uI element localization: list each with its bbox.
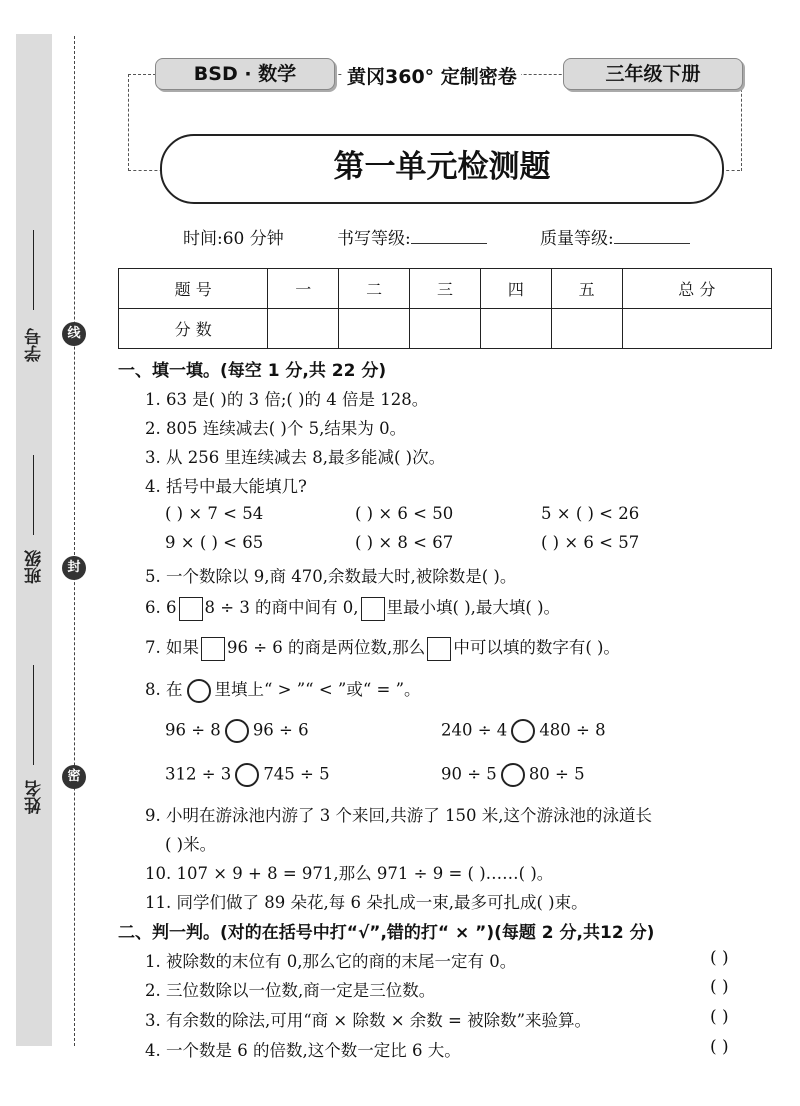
digit-box[interactable] (427, 637, 451, 661)
question-11: 11. 同学们做了 89 朵花,每 6 朵扎成一束,最多可扎成( )束。 (145, 893, 588, 912)
compare-circle[interactable] (235, 763, 259, 787)
q8-part-a: 8. 在 (145, 680, 183, 699)
judge-paren[interactable]: ( ) (710, 1007, 729, 1027)
quality-grade-blank[interactable] (614, 229, 690, 244)
section2-title: 二、判一判。(对的在括号中打“√”,错的打“ × ”)(每题 2 分,共12 分) (118, 923, 655, 943)
score-table-score-row (119, 309, 772, 349)
score-input-cell[interactable] (622, 309, 771, 349)
score-cell: 三 (410, 269, 481, 309)
quality-grade (540, 224, 690, 249)
judge-paren[interactable]: ( ) (710, 948, 729, 968)
writing-grade-blank[interactable] (411, 229, 487, 244)
q8-left: 96 ÷ 8 (165, 720, 221, 740)
judge-item: 2. 三位数除以一位数,商一定是三位数。 (145, 981, 436, 1000)
name-underline (33, 665, 34, 765)
digit-box[interactable] (179, 597, 203, 621)
q8-left: 312 ÷ 3 (165, 764, 232, 784)
q8-right: 96 ÷ 6 (252, 720, 309, 740)
q8-right: 745 ÷ 5 (263, 764, 330, 784)
score-input-cell[interactable] (480, 309, 551, 349)
compare-circle[interactable] (511, 719, 535, 743)
score-cell: 总 分 (622, 269, 771, 309)
q8-part-b: 里填上“ > ”“ < ”或“ = ”。 (214, 680, 421, 699)
cut-line (74, 36, 75, 1046)
judge-paren[interactable]: ( ) (710, 1037, 729, 1057)
score-cell: 四 (480, 269, 551, 309)
q8-right: 80 ÷ 5 (528, 764, 585, 784)
quality-grade-label: 质量等级: (540, 229, 614, 249)
question-9-line1: 9. 小明在游泳池内游了 3 个来回,共游了 150 米,这个游泳池的泳道长 (145, 806, 652, 825)
question-8 (145, 676, 421, 703)
writing-grade (337, 224, 487, 249)
seal-line-mark: 线 (62, 322, 86, 346)
q4-item: 5 × ( ) < 26 (541, 504, 640, 523)
question-7 (145, 634, 620, 661)
question-2: 2. 805 连续减去( )个 5,结果为 0。 (145, 419, 407, 438)
judge-item: 3. 有余数的除法,可用“商 × 除数 × 余数 = 被除数”来验算。 (145, 1011, 592, 1030)
q7-part-b: 96 ÷ 6 的商是两位数,那么 (227, 638, 426, 657)
score-input-cell[interactable] (551, 309, 622, 349)
judge-item: 1. 被除数的末位有 0,那么它的商的末尾一定有 0。 (145, 952, 517, 971)
score-table-header-row (119, 269, 772, 309)
binding-strip (16, 34, 52, 1046)
question-9-line2: ( )米。 (165, 835, 217, 854)
question-6 (145, 594, 560, 621)
compare-circle (187, 679, 211, 703)
score-cell: 题 号 (119, 269, 268, 309)
subject-pill: BSD · 数学 (155, 58, 335, 90)
class-label: 班级 (25, 550, 45, 584)
q4-item: ( ) × 6 < 57 (541, 533, 640, 552)
q4-item: 9 × ( ) < 65 (165, 533, 264, 552)
score-input-cell[interactable] (410, 309, 481, 349)
seal-secret-mark: 密 (62, 765, 86, 789)
brand-name: 黄冈360° 定制密卷 (343, 62, 521, 89)
grade-pill: 三年级下册 (563, 58, 743, 90)
score-cell: 五 (551, 269, 622, 309)
question-4: 4. 括号中最大能填几? (145, 477, 307, 496)
score-input-cell[interactable] (339, 309, 410, 349)
question-3: 3. 从 256 里连续减去 8,最多能减( )次。 (145, 448, 446, 467)
score-table (118, 268, 772, 349)
compare-circle[interactable] (225, 719, 249, 743)
q4-item: ( ) × 7 < 54 (165, 504, 264, 523)
q7-part-a: 7. 如果 (145, 638, 199, 657)
q8-right: 480 ÷ 8 (539, 720, 606, 740)
question-1: 1. 63 是( )的 3 倍;( )的 4 倍是 128。 (145, 390, 429, 409)
q8-left: 240 ÷ 4 (441, 720, 508, 740)
score-row-label: 分 数 (119, 309, 268, 349)
q6-part-a: 6. 6 (145, 598, 177, 617)
name-label: 姓名 (25, 780, 45, 814)
student-id-underline (33, 230, 34, 310)
score-cell: 二 (339, 269, 410, 309)
digit-box[interactable] (201, 637, 225, 661)
student-id-label: 学号 (25, 328, 45, 362)
score-input-cell[interactable] (268, 309, 339, 349)
score-cell: 一 (268, 269, 339, 309)
q8-left: 90 ÷ 5 (441, 764, 497, 784)
compare-circle[interactable] (501, 763, 525, 787)
q6-part-b: 8 ÷ 3 的商中间有 0, (204, 598, 359, 617)
seal-seal-mark: 封 (62, 556, 86, 580)
q8-item (165, 719, 309, 743)
judge-paren[interactable]: ( ) (710, 977, 729, 997)
q8-item (441, 763, 585, 787)
q7-part-c: 中可以填的数字有( )。 (453, 638, 620, 657)
page-title: 第一单元检测题 (160, 134, 724, 204)
digit-box[interactable] (361, 597, 385, 621)
question-5: 5. 一个数除以 9,商 470,余数最大时,被除数是( )。 (145, 567, 517, 586)
q4-item: ( ) × 8 < 67 (355, 533, 454, 552)
q4-item: ( ) × 6 < 50 (355, 504, 454, 523)
writing-grade-label: 书写等级: (337, 229, 411, 249)
q8-item (165, 763, 330, 787)
section1-title: 一、填一填。(每空 1 分,共 22 分) (118, 361, 387, 381)
time-limit: 时间:60 分钟 (183, 229, 284, 249)
q6-part-c: 里最小填( ),最大填( )。 (386, 598, 561, 617)
question-10: 10. 107 × 9 + 8 = 971,那么 971 ÷ 9 = ( )……( )。 (145, 864, 554, 883)
judge-item: 4. 一个数是 6 的倍数,这个数一定比 6 大。 (145, 1041, 461, 1060)
class-underline (33, 455, 34, 535)
q8-item (441, 719, 606, 743)
